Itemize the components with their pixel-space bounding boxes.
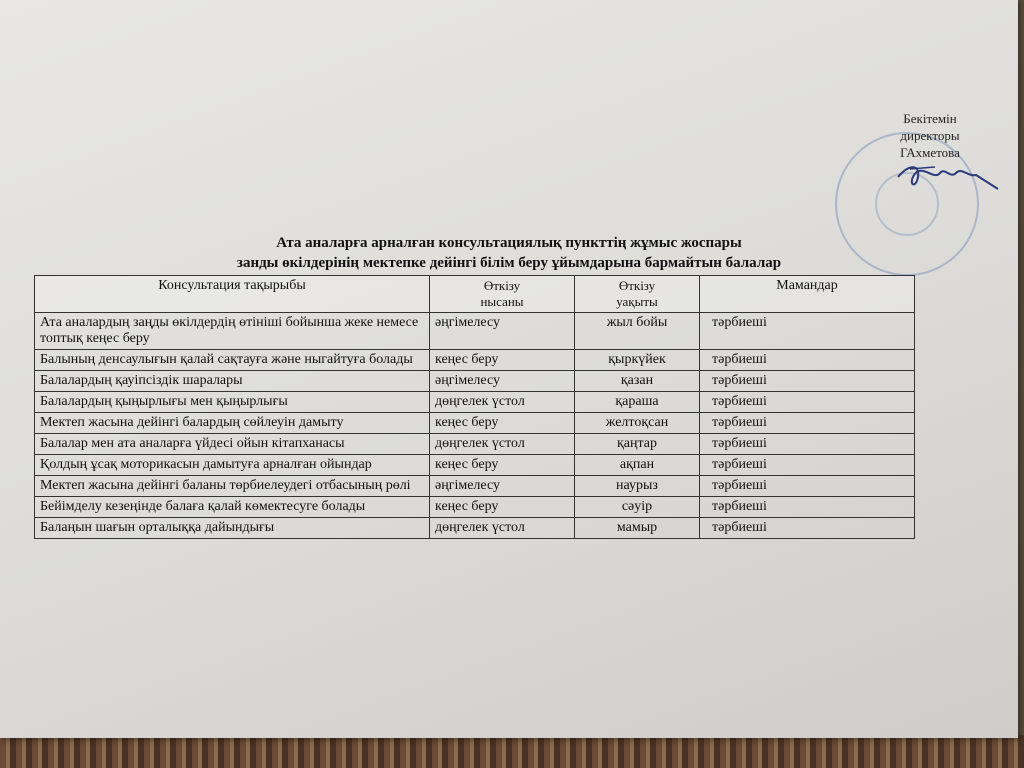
cell-topic: Мектеп жасына дейінгі балардың сөйлеуін дамыту: [35, 413, 430, 434]
table-row: [35, 476, 915, 497]
table-row: [35, 497, 915, 518]
cell-topic: Қолдың ұсақ моторикасын дамытуға арналған ойындар: [35, 455, 430, 476]
header-time-line-1: Өткізу: [618, 278, 656, 293]
cell-form: дөңгелек үстол: [430, 434, 575, 455]
cell-form: дөңгелек үстол: [430, 518, 575, 539]
table-row: [35, 313, 915, 350]
cell-specialist: тәрбиеші: [700, 434, 915, 455]
table-row: [35, 434, 915, 455]
table-header-row: [35, 276, 915, 313]
approval-block: [880, 110, 980, 161]
cell-topic: Балының денсаулығын қалай сақтауға және ныгайтуға болады: [35, 350, 430, 371]
table-row: [35, 518, 915, 539]
title-line-2: занды өкілдерінің мектепке дейінгі білім беру ұйымдарына бармайтын балалар: [236, 255, 782, 271]
cell-time: қыркүйек: [575, 350, 700, 371]
cell-specialist: тәрбиеші: [700, 371, 915, 392]
plan-table: [34, 275, 915, 539]
carpet-background: [0, 735, 1024, 768]
cell-specialist: тәрбиеші: [700, 476, 915, 497]
table-row: [35, 371, 915, 392]
header-topic: Консультация тақырыбы: [35, 276, 430, 313]
cell-time: қазан: [575, 371, 700, 392]
cell-topic: Бейімделу кезеңінде балаға қалай көмектесуге болады: [35, 497, 430, 518]
cell-topic: Ата аналардың заңды өкілдердің өтініші бойынша жеке немесе топтық кеңес беру: [35, 313, 430, 350]
cell-topic: Балалар мен ата аналарға үйдесі ойын кітапханасы: [35, 434, 430, 455]
cell-form: дөңгелек үстол: [430, 392, 575, 413]
table-row: [35, 392, 915, 413]
cell-specialist: тәрбиеші: [700, 350, 915, 371]
cell-time: қараша: [575, 392, 700, 413]
table-row: [35, 413, 915, 434]
header-time: [575, 276, 700, 313]
cell-specialist: тәрбиеші: [700, 455, 915, 476]
cell-form: әңгімелесу: [430, 476, 575, 497]
cell-form: кеңес беру: [430, 413, 575, 434]
cell-form: кеңес беру: [430, 350, 575, 371]
cell-specialist: тәрбиеші: [700, 413, 915, 434]
header-form-line-1: Өткізу: [483, 278, 521, 293]
approval-line-3: ГАхметова: [900, 145, 960, 160]
cell-form: кеңес беру: [430, 497, 575, 518]
cell-topic: Балаңын шағын орталыққа дайындығы: [35, 518, 430, 539]
header-form: [430, 276, 575, 313]
cell-specialist: тәрбиеші: [700, 497, 915, 518]
signature: [890, 155, 1000, 200]
cell-form: әңгімелесу: [430, 313, 575, 350]
plan-table-wrapper: [34, 275, 914, 539]
header-form-line-2: нысаны: [480, 294, 524, 309]
table-row: [35, 350, 915, 371]
cell-topic: Мектеп жасына дейінгі баланы төрбиелеудегі отбасының рөлі: [35, 476, 430, 497]
table-row: [35, 455, 915, 476]
cell-topic: Балалардың қыңырлығы мен қыңырлығы: [35, 392, 430, 413]
cell-time: мамыр: [575, 518, 700, 539]
cell-time: ақпан: [575, 455, 700, 476]
header-time-line-2: уақыты: [616, 294, 658, 309]
approval-line-1: Бекітемін: [903, 111, 957, 126]
cell-time: наурыз: [575, 476, 700, 497]
title-line-1: Ата аналарға арналған консультациялық пункттің жұмыс жоспары: [276, 235, 742, 251]
cell-specialist: тәрбиеші: [700, 392, 915, 413]
cell-form: кеңес беру: [430, 455, 575, 476]
cell-time: жыл бойы: [575, 313, 700, 350]
cell-specialist: тәрбиеші: [700, 518, 915, 539]
document-title: [0, 233, 1018, 273]
cell-time: сәуір: [575, 497, 700, 518]
cell-specialist: тәрбиеші: [700, 313, 915, 350]
header-specialists: Мамандар: [700, 276, 915, 313]
cell-topic: Балалардың қауіпсіздік шаралары: [35, 371, 430, 392]
approval-line-2: директоры: [900, 128, 960, 143]
cell-form: әңгімелесу: [430, 371, 575, 392]
cell-time: желтоқсан: [575, 413, 700, 434]
cell-time: қаңтар: [575, 434, 700, 455]
